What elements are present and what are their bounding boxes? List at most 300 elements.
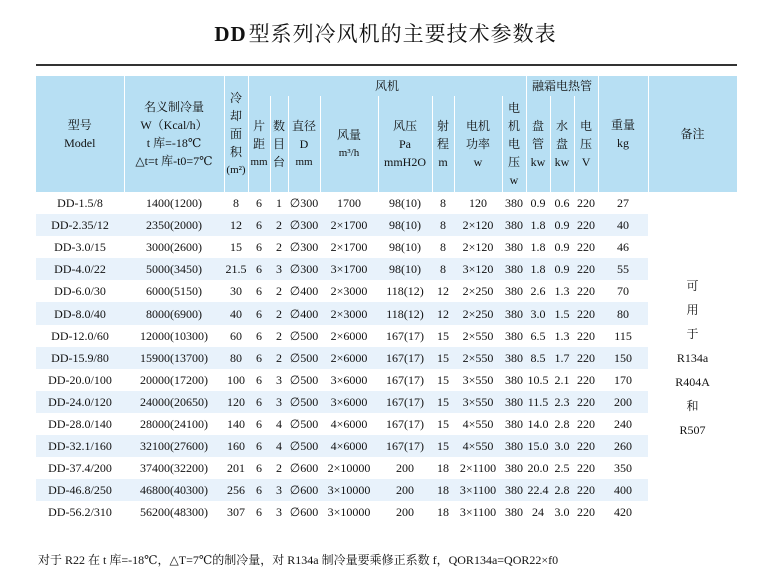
cell-pitch: 6 [248,347,270,369]
cell-airflow: 1700 [320,192,378,214]
cell-motor-power: 2×120 [454,214,502,236]
cell-fan-count: 3 [270,391,288,413]
cell-model: DD-1.5/8 [36,192,124,214]
header-fin-pitch [248,96,270,192]
cell-coil-heater: 6.5 [526,325,550,347]
cell-throw: 15 [432,369,454,391]
cell-airflow: 3×10000 [320,479,378,501]
header-capacity-line: W（Kcal/h） [140,118,208,132]
header-motor-power [454,96,502,192]
header-diameter [288,96,320,192]
header-pitch-line: 距 [252,137,265,151]
cell-diameter: ∅500 [288,413,320,435]
cell-throw: 15 [432,347,454,369]
cell-capacity: 46800(40300) [124,479,224,501]
cell-weight: 27 [598,192,648,214]
cell-pressure: 167(17) [378,325,432,347]
header-diameter-line: 直径 [291,119,316,133]
cell-tray-heater: 0.9 [550,214,574,236]
cell-capacity: 20000(17200) [124,369,224,391]
header-count-line: 台 [272,155,285,169]
header-capacity-line: △t=t 库-t0=7℃ [135,154,213,168]
footnote: 对于 R22 在 t 库=-18℃，△T=7℃的制冷量，对 R134a 制冷量要乘修正系数 f，QOR134a=QOR22×f0 [38,553,559,567]
cell-model: DD-15.9/80 [36,347,124,369]
cell-weight: 55 [598,258,648,280]
cell-tray-heater: 2.1 [550,369,574,391]
header-pressure [378,96,432,192]
cell-pitch: 6 [248,369,270,391]
cell-diameter: ∅500 [288,391,320,413]
header-volt-line: 电 [580,119,593,133]
cell-area: 60 [224,325,248,347]
cell-motor-power: 2×550 [454,347,502,369]
remark-line: 用 [686,302,699,317]
cell-fan-count: 4 [270,413,288,435]
cell-throw: 8 [432,258,454,280]
header-coil-line: kw [530,155,546,169]
header-coil-heater [526,96,550,192]
cell-voltage: 220 [574,369,598,391]
header-volt-line: V [581,155,591,169]
cell-fan-count: 4 [270,435,288,457]
cell-weight: 40 [598,214,648,236]
cell-airflow: 3×6000 [320,391,378,413]
cell-coil-heater: 2.6 [526,280,550,302]
header-tray-heater [550,96,574,192]
cell-motor-voltage: 380 [502,435,526,457]
cell-capacity: 12000(10300) [124,325,224,347]
cell-pressure: 98(10) [378,236,432,258]
header-tray-line: kw [554,155,570,169]
cell-motor-voltage: 380 [502,479,526,501]
cell-area: 307 [224,501,248,523]
spec-table [36,76,738,523]
cell-capacity: 2350(2000) [124,214,224,236]
table-row [36,391,737,413]
header-count-line: 目 [272,137,285,151]
cell-weight: 400 [598,479,648,501]
cell-area: 160 [224,435,248,457]
header-diameter-line: mm [295,156,313,168]
header-capacity-line: 名义制冷量 [143,100,204,114]
cell-model: DD-32.1/160 [36,435,124,457]
table-body [36,192,737,523]
cell-motor-voltage: 380 [502,457,526,479]
table-row [36,325,737,347]
table-row [36,347,737,369]
cell-pitch: 6 [248,325,270,347]
cell-diameter: ∅600 [288,501,320,523]
cell-pressure: 167(17) [378,369,432,391]
cell-fan-count: 3 [270,258,288,280]
cell-throw: 18 [432,457,454,479]
table-row [36,369,737,391]
cell-area: 40 [224,302,248,324]
cell-tray-heater: 0.9 [550,236,574,258]
remark-line: R507 [679,422,706,437]
cell-capacity: 56200(48300) [124,501,224,523]
header-weight-label: 重量 [611,118,636,132]
table-row [36,479,737,501]
cell-diameter: ∅600 [288,457,320,479]
cell-coil-heater: 11.5 [526,391,550,413]
header-area-char: 却 [229,109,242,123]
header-cooling-area [224,76,248,192]
cell-weight: 150 [598,347,648,369]
cell-voltage: 220 [574,391,598,413]
cell-throw: 18 [432,479,454,501]
cell-fan-count: 2 [270,347,288,369]
cell-capacity: 3000(2600) [124,236,224,258]
cell-airflow: 2×6000 [320,347,378,369]
cell-motor-voltage: 380 [502,236,526,258]
cell-weight: 240 [598,413,648,435]
table-row [36,192,737,214]
cell-motor-power: 2×250 [454,280,502,302]
header-mv-line: 电机 [508,101,521,133]
cell-fan-count: 2 [270,325,288,347]
cell-tray-heater: 3.0 [550,435,574,457]
cell-pressure: 167(17) [378,435,432,457]
cell-motor-power: 2×250 [454,302,502,324]
header-count-line: 数 [272,119,285,133]
header-weight-unit: kg [617,136,630,150]
cell-model: DD-6.0/30 [36,280,124,302]
cell-pitch: 6 [248,435,270,457]
cell-motor-power: 3×120 [454,258,502,280]
cell-throw: 8 [432,236,454,258]
cell-diameter: ∅400 [288,302,320,324]
cell-motor-power: 3×1100 [454,501,502,523]
header-area-unit: (m²) [226,164,246,176]
cell-pressure: 200 [378,479,432,501]
cell-motor-voltage: 380 [502,258,526,280]
cell-capacity: 32100(27600) [124,435,224,457]
header-capacity [124,76,224,192]
cell-airflow: 2×1700 [320,214,378,236]
cell-weight: 115 [598,325,648,347]
header-remark: 备注 [648,76,737,192]
cell-capacity: 6000(5150) [124,280,224,302]
cell-model: DD-46.8/250 [36,479,124,501]
cell-capacity: 37400(32200) [124,457,224,479]
cell-coil-heater: 1.8 [526,214,550,236]
cell-pressure: 98(10) [378,214,432,236]
cell-fan-count: 3 [270,501,288,523]
cell-motor-power: 3×1100 [454,479,502,501]
title-text: 型系列冷风机的主要技术参数表 [248,22,557,46]
cell-fan-count: 2 [270,302,288,324]
cell-motor-power: 4×550 [454,435,502,457]
cell-voltage: 220 [574,302,598,324]
cell-capacity: 1400(1200) [124,192,224,214]
cell-model: DD-28.0/140 [36,413,124,435]
cell-fan-count: 2 [270,280,288,302]
cell-airflow: 2×6000 [320,325,378,347]
cell-capacity: 5000(3450) [124,258,224,280]
header-pitch-line: 片 [252,119,265,133]
header-power-line: 功率 [465,137,490,151]
cell-pressure: 200 [378,501,432,523]
remark-line: R134a [676,350,709,365]
cell-area: 100 [224,369,248,391]
header-coil-line: 管 [532,137,545,151]
cell-pressure: 200 [378,457,432,479]
cell-diameter: ∅500 [288,369,320,391]
header-volt-line: 压 [580,137,593,151]
cell-motor-voltage: 380 [502,192,526,214]
header-power-line: 电机 [465,119,490,133]
cell-coil-heater: 1.8 [526,258,550,280]
cell-diameter: ∅400 [288,280,320,302]
cell-fan-count: 3 [270,369,288,391]
cell-diameter: ∅300 [288,258,320,280]
cell-weight: 46 [598,236,648,258]
cell-motor-power: 3×550 [454,369,502,391]
cell-throw: 15 [432,435,454,457]
cell-voltage: 220 [574,280,598,302]
cell-model: DD-4.0/22 [36,258,124,280]
cell-throw: 8 [432,192,454,214]
cell-coil-heater: 1.8 [526,236,550,258]
cell-airflow: 4×6000 [320,435,378,457]
cell-tray-heater: 2.8 [550,479,574,501]
cell-voltage: 220 [574,347,598,369]
cell-diameter: ∅600 [288,479,320,501]
header-model-en: Model [64,136,96,150]
cell-weight: 80 [598,302,648,324]
table-row [36,280,737,302]
cell-motor-voltage: 380 [502,501,526,523]
title-bold-prefix: DD [214,22,247,46]
header-airflow-label: 风量 [336,128,361,142]
cell-coil-heater: 24 [526,501,550,523]
cell-fan-count: 2 [270,457,288,479]
cell-pressure: 98(10) [378,192,432,214]
cell-tray-heater: 2.5 [550,457,574,479]
cell-diameter: ∅500 [288,435,320,457]
cell-area: 201 [224,457,248,479]
cell-tray-heater: 1.3 [550,325,574,347]
cell-motor-voltage: 380 [502,214,526,236]
cell-airflow: 2×1700 [320,236,378,258]
cell-airflow: 3×1700 [320,258,378,280]
cell-model: DD-12.0/60 [36,325,124,347]
remark-line: 于 [686,326,699,341]
cell-motor-voltage: 380 [502,369,526,391]
cell-airflow: 2×3000 [320,302,378,324]
cell-voltage: 220 [574,214,598,236]
cell-coil-heater: 15.0 [526,435,550,457]
header-mv-line: w [509,173,519,187]
remark-line: 和 [686,398,699,413]
cell-motor-voltage: 380 [502,347,526,369]
cell-weight: 260 [598,435,648,457]
cell-area: 21.5 [224,258,248,280]
header-tray-line: 盘 [556,137,569,151]
table-row [36,501,737,523]
cell-area: 30 [224,280,248,302]
table-row [36,302,737,324]
cell-motor-power: 120 [454,192,502,214]
cell-capacity: 15900(13700) [124,347,224,369]
cell-diameter: ∅500 [288,325,320,347]
cell-voltage: 220 [574,413,598,435]
remark-line: R404A [675,374,710,389]
cell-coil-heater: 14.0 [526,413,550,435]
header-pressure-line: 风压 [392,119,417,133]
cell-tray-heater: 3.0 [550,501,574,523]
cell-area: 8 [224,192,248,214]
cell-motor-voltage: 380 [502,302,526,324]
cell-pressure: 118(12) [378,302,432,324]
cell-pitch: 6 [248,302,270,324]
cell-throw: 15 [432,325,454,347]
cell-pressure: 167(17) [378,347,432,369]
table-header [36,76,737,192]
header-pressure-line: mmH2O [384,155,426,169]
cell-voltage: 220 [574,325,598,347]
cell-capacity: 8000(6900) [124,302,224,324]
cell-throw: 8 [432,214,454,236]
cell-voltage: 220 [574,435,598,457]
header-area-char: 面 [229,127,242,141]
cell-throw: 15 [432,391,454,413]
cell-pressure: 167(17) [378,391,432,413]
cell-coil-heater: 0.9 [526,192,550,214]
header-throw-line: m [438,155,448,169]
cell-diameter: ∅300 [288,214,320,236]
cell-weight: 200 [598,391,648,413]
cell-pitch: 6 [248,258,270,280]
cell-diameter: ∅300 [288,192,320,214]
cell-model: DD-20.0/100 [36,369,124,391]
cell-coil-heater: 22.4 [526,479,550,501]
cell-pitch: 6 [248,479,270,501]
cell-pitch: 6 [248,280,270,302]
cell-throw: 18 [432,501,454,523]
title-divider [36,64,737,66]
cell-airflow: 3×10000 [320,501,378,523]
header-throw [432,96,454,192]
header-model-cn: 型号 [67,118,92,132]
cell-pitch: 6 [248,457,270,479]
cell-tray-heater: 2.3 [550,391,574,413]
cell-motor-power: 3×550 [454,391,502,413]
cell-pitch: 6 [248,236,270,258]
cell-diameter: ∅500 [288,347,320,369]
header-weight [598,76,648,192]
cell-area: 256 [224,479,248,501]
cell-motor-power: 2×120 [454,236,502,258]
header-pressure-line: Pa [399,137,411,151]
cell-area: 140 [224,413,248,435]
cell-tray-heater: 0.6 [550,192,574,214]
cell-motor-power: 4×550 [454,413,502,435]
header-coil-line: 盘 [532,119,545,133]
header-heater-voltage [574,96,598,192]
header-fan-count [270,96,288,192]
cell-tray-heater: 0.9 [550,258,574,280]
cell-coil-heater: 8.5 [526,347,550,369]
header-pitch-line: mm [250,156,268,168]
cell-voltage: 220 [574,192,598,214]
cell-pressure: 118(12) [378,280,432,302]
header-throw-line: 射 [436,119,449,133]
header-defrost-group: 融霜电热管 [526,76,598,96]
cell-pitch: 6 [248,192,270,214]
cell-voltage: 220 [574,479,598,501]
cell-weight: 420 [598,501,648,523]
header-diameter-line: D [299,137,309,151]
cell-tray-heater: 1.3 [550,280,574,302]
cell-fan-count: 2 [270,214,288,236]
cell-model: DD-2.35/12 [36,214,124,236]
cell-pitch: 6 [248,501,270,523]
cell-diameter: ∅300 [288,236,320,258]
cell-throw: 15 [432,413,454,435]
cell-coil-heater: 3.0 [526,302,550,324]
cell-area: 12 [224,214,248,236]
cell-pitch: 6 [248,391,270,413]
cell-fan-count: 1 [270,192,288,214]
header-area-char: 积 [229,145,242,159]
cell-throw: 12 [432,280,454,302]
header-throw-line: 程 [436,137,449,151]
cell-pressure: 167(17) [378,413,432,435]
cell-fan-count: 2 [270,236,288,258]
table-row [36,214,737,236]
cell-voltage: 220 [574,236,598,258]
cell-voltage: 220 [574,258,598,280]
cell-coil-heater: 20.0 [526,457,550,479]
cell-voltage: 220 [574,457,598,479]
cell-model: DD-24.0/120 [36,391,124,413]
cell-airflow: 4×6000 [320,413,378,435]
cell-tray-heater: 2.8 [550,413,574,435]
cell-model: DD-3.0/15 [36,236,124,258]
cell-model: DD-56.2/310 [36,501,124,523]
cell-pressure: 98(10) [378,258,432,280]
cell-pitch: 6 [248,214,270,236]
table-row [36,435,737,457]
cell-weight: 70 [598,280,648,302]
cell-airflow: 2×3000 [320,280,378,302]
header-airflow [320,96,378,192]
cell-airflow: 3×6000 [320,369,378,391]
header-model [36,76,124,192]
header-area-char: 冷 [229,91,242,105]
cell-area: 15 [224,236,248,258]
cell-fan-count: 3 [270,479,288,501]
cell-model: DD-37.4/200 [36,457,124,479]
header-power-line: w [473,155,483,169]
table-row [36,236,737,258]
cell-area: 80 [224,347,248,369]
cell-motor-power: 2×1100 [454,457,502,479]
cell-airflow: 2×10000 [320,457,378,479]
header-tray-line: 水 [556,119,569,133]
cell-capacity: 28000(24100) [124,413,224,435]
cell-motor-power: 2×550 [454,325,502,347]
cell-motor-voltage: 380 [502,325,526,347]
header-capacity-line: t 库=-18℃ [146,136,202,150]
cell-capacity: 24000(20650) [124,391,224,413]
cell-area: 120 [224,391,248,413]
cell-throw: 12 [432,302,454,324]
cell-pitch: 6 [248,413,270,435]
header-motor-voltage [502,96,526,192]
